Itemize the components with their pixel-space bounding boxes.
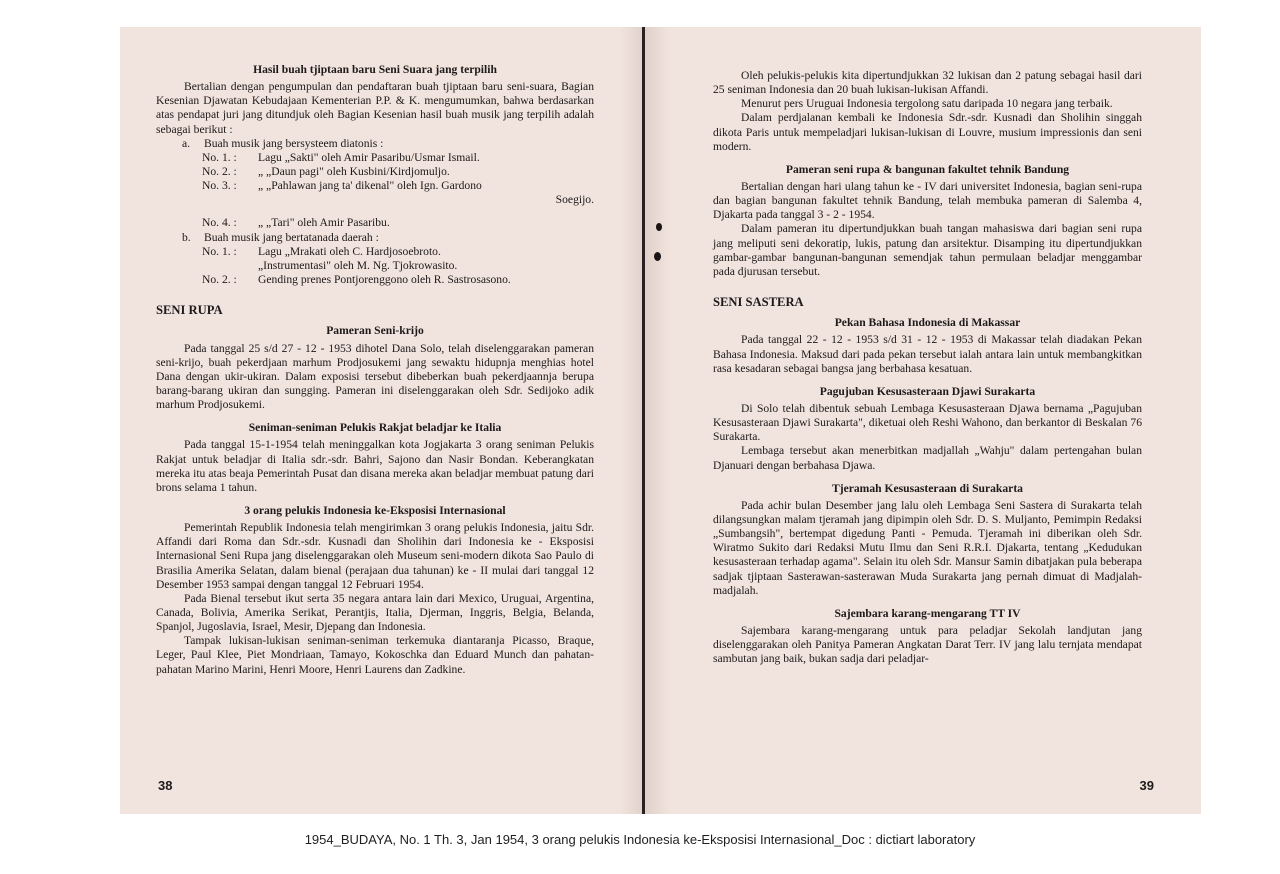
right-page-column	[713, 69, 1142, 666]
image-caption: 1954_BUDAYA, No. 1 Th. 3, Jan 1954, 3 orang pelukis Indonesia ke-Eksposisi Internasional_Doc : dictiart laboratory	[304, 832, 976, 847]
paragraph: Pada tanggal 25 s/d 27 - 12 - 1953 dihotel Dana Solo, telah diselenggarakan pameran seni-krijo, buah pekerdjaan marhum Prodjosukemi jang sewaktu hidupnja menghias hotel Dana dengan ukir-ukiran. Dalam exposisi tersebut dibeberkan buah pekerdjaannja berupa barang-barang ukiran dan sungging. Pameran ini diselenggarakan oleh Sdr. Sedijoko adik marhum Prodjosukemi.	[156, 341, 594, 412]
spacer	[156, 412, 594, 421]
list-label: b.	[182, 230, 191, 244]
list-item	[202, 165, 594, 179]
list-item	[202, 273, 594, 287]
paragraph: Bertalian dengan pengumpulan dan pendaftaran buah tjiptaan baru seni-suara, Bagian Kesenian Djawatan Kebudajaan Kementerian P.P. & K. mengumumkan, bahwa berdasarkan atas pendapat juri jang ditundjuk oleh Bagian Kesenian hasil buah musik jang terpilih adalah sebagai berikut :	[156, 80, 594, 136]
paragraph: Sajembara karang-mengarang untuk para peladjar Sekolah landjutan jang diselenggarakan oleh Panitya Pameran Angkatan Darat Terr. IV jang lalu ternjata mendapat sambutan jang baik, bukan sadja dari peladjar-	[713, 624, 1142, 666]
heading-pelukis-rakjat: Seniman-seniman Pelukis Rakjat beladjar ke Italia	[248, 421, 502, 435]
spacer	[713, 598, 1142, 607]
spacer	[202, 207, 594, 216]
list-item	[202, 259, 594, 273]
right-page	[650, 27, 1201, 814]
spacer	[156, 495, 594, 504]
list-item	[202, 151, 594, 165]
spacer	[713, 376, 1142, 385]
paragraph: Bertalian dengan hari ulang tahun ke - IV dari universitet Indonesia, bagian seni-rupa dan bagian bangunan fakultet tehnik Bandung, telah membuka pameran di Salemba 4, Djakarta pada tanggal 3 - 2 - 1954.	[713, 179, 1142, 222]
left-page	[120, 27, 645, 814]
list-label: a.	[182, 136, 191, 150]
heading-pekan-bahasa: Pekan Bahasa Indonesia di Makassar	[834, 316, 1021, 330]
item-number: No. 2. :	[202, 272, 237, 286]
paragraph: Pada achir bulan Desember jang lalu oleh Lembaga Seni Sastera di Surakarta telah dilangsungkan malam tjeramah jang dipimpin oleh Sdr. D. S. Muljanto, Pemimpin Redaksi „Sumbangsih", bertempat digedung Panti - Pemuda. Tjeramah ini diberikan oleh Sdr. Wiratmo Sukito dari Redaksi Mutu Ilmu dan Seni R.R.I. Djakarta, tentang „Kedudukan kesusasteraan terhadap agama". Selain itu oleh Sdr. Mansur Samin dibatjakan pula beberapa sadjak tjiptaan Sasterawan-sasterawan Muda Surakarta jang pernah dimuat di Madjalah-madjalah.	[713, 498, 1142, 597]
list-item	[182, 231, 594, 245]
paragraph: Oleh pelukis-pelukis kita dipertundjukkan 32 lukisan dan 2 patung sebagai hasil dari 25 seniman Indonesia dan 20 buah lukisan-lukisan Affandi.	[713, 69, 1142, 97]
list-text: Buah musik jang bertatanada daerah :	[204, 230, 379, 244]
paragraph: Menurut pers Uruguai Indonesia tergolong satu daripada 10 negara jang terbaik.	[741, 97, 1113, 111]
paragraph: Dalam perdjalanan kembali ke Indonesia Sdr.-sdr. Kusnadi dan Sholihin singgah dikota Paris untuk mempeladjari lukisan-lukisan di Louvre, musium impressionis dan seni modern.	[713, 111, 1142, 153]
music-list	[182, 137, 594, 287]
item-number: No. 1. :	[202, 244, 237, 258]
item-continuation: Soegijo.	[555, 193, 594, 207]
paragraph: Pada Bienal tersebut ikut serta 35 negara antara lain dari Mexico, Uruguai, Argentina, Canada, Bolivia, Amerika Serikat, Perantjis, Italia, Djerman, Inggris, Belgia, Belanda, Spanjol, Jugoslavia, Israel, Mesir, Djepang dan Indonesia.	[156, 591, 594, 634]
book-gutter	[642, 27, 645, 814]
heading-sajembara: Sajembara karang-mengarang TT IV	[834, 606, 1021, 620]
item-number: No. 2. :	[202, 164, 237, 178]
page-number: 38	[158, 778, 173, 794]
paragraph: Pada tanggal 22 - 12 - 1953 s/d 31 - 12 - 1953 di Makassar telah diadakan Pekan Bahasa Indonesia. Maksud dari pada pekan tersebut ialah antara lain untuk membangkitkan rasa kesadaran sebagai bangsa jang berbahasa kesatuan.	[713, 333, 1142, 375]
item-text: „ „Tari" oleh Amir Pasaribu.	[258, 216, 390, 230]
sub-list	[202, 245, 594, 287]
list-item	[182, 137, 594, 151]
item-number: No. 3. :	[202, 179, 237, 193]
paragraph: Di Solo telah dibentuk sebuah Lembaga Kesusasteraan Djawa bernama „Pagujuban Kesusasteraan Djawi Surakarta", diketuai oleh Reshi Wahono, dan berkantor di Beskalan 76 Surakarta.	[713, 402, 1142, 444]
paragraph: Tampak lukisan-lukisan seniman-seniman terkemuka diantaranja Picasso, Braque, Leger, Paul Klee, Piet Mondriaan, Tamayo, Kokoschka dan Eduard Munch dan pahatan-pahatan Marino Marini, Henri Moore, Henri Laurens dan Zadkine.	[156, 634, 594, 676]
scanned-magazine-spread	[120, 27, 1201, 814]
section-title-seni-sastera: SENI SASTERA	[713, 294, 804, 309]
heading-seni-suara: Hasil buah tjiptaan baru Seni Suara jang terpilih	[253, 63, 497, 76]
page-number: 39	[1139, 778, 1154, 794]
item-number: No. 4. :	[202, 216, 237, 230]
heading-pagujuban: Pagujuban Kesusasteraan Djawi Surakarta	[819, 384, 1036, 398]
item-text: „ „Pahlawan jang ta' dikenal" oleh Ign. Gardono	[258, 179, 482, 193]
list-item	[202, 245, 594, 259]
item-number: No. 1. :	[202, 150, 237, 164]
paragraph: Pemerintah Republik Indonesia telah mengirimkan 3 orang pelukis Indonesia, jaitu Sdr. Affandi dari Roma dan Sdr.-sdr. Kusnadi dan Sholihin dari Indonesia ke - Eksposisi Internasional Seni Rupa jang diselenggarakan oleh Museum seni-modern dikota Sao Paulo di Brasilia Amerika Selatan, dalam bienal (perajaan dua tahunan) ke - II mulai dari tanggal 12 Desember 1953 sampai dengan tanggal 12 Februari 1954.	[156, 521, 594, 591]
item-text: Gending prenes Pontjorenggono oleh R. Sastrosasono.	[258, 272, 511, 286]
left-page-column	[156, 63, 594, 677]
heading-tjeramah: Tjeramah Kesusasteraan di Surakarta	[832, 481, 1023, 495]
list-item	[202, 216, 594, 230]
heading-pameran-bandung: Pameran seni rupa & bangunan fakultet tehnik Bandung	[785, 162, 1070, 176]
item-text: „Instrumentasi" oleh M. Ng. Tjokrowasito.	[258, 258, 458, 272]
heading-pameran-seni-krijo: Pameran Seni-krijo	[326, 324, 424, 338]
paragraph: Lembaga tersebut akan menerbitkan madjallah „Wahju" dalam pertengahan bulan Djanuari dengan berbahasa Djawa.	[713, 444, 1142, 472]
list-text: Buah musik jang bersysteem diatonis :	[204, 136, 384, 150]
heading-eksposisi-internasional: 3 orang pelukis Indonesia ke-Eksposisi Internasional	[244, 504, 506, 518]
item-text: Lagu „Sakti" oleh Amir Pasaribu/Usmar Ismail.	[258, 150, 480, 164]
item-text: „ „Daun pagi" oleh Kusbini/Kirdjomuljo.	[258, 164, 450, 178]
paragraph: Dalam pameran itu dipertundjukkan buah tangan mahasiswa dari bagian seni rupa jang meliputi seni dekoratip, lukis, patung dan arsitektur. Disamping itu dipertundjukkan gambar-gambar bangunan-bangunan semendjak tahun permulaan beladjar menggambar pada djurusan tersebut.	[713, 222, 1142, 278]
list-item	[202, 179, 594, 193]
item-text: Lagu „Mrakati oleh C. Hardjosoebroto.	[258, 244, 441, 258]
spacer	[713, 473, 1142, 482]
spacer	[713, 154, 1142, 163]
paragraph: Pada tanggal 15-1-1954 telah meninggalkan kota Jogjakarta 3 orang seniman Pelukis Rakjat untuk beladjar di Italia sdr.-sdr. Bahri, Sajono dan Nasir Bondan. Keberangkatan mereka itu atas beaja Pemerintah Pusat dan disana mereka akan beladjar membuat patung dari brons selama 1 tahun.	[156, 438, 594, 494]
sub-list	[202, 151, 594, 231]
section-title-seni-rupa: SENI RUPA	[156, 303, 223, 318]
